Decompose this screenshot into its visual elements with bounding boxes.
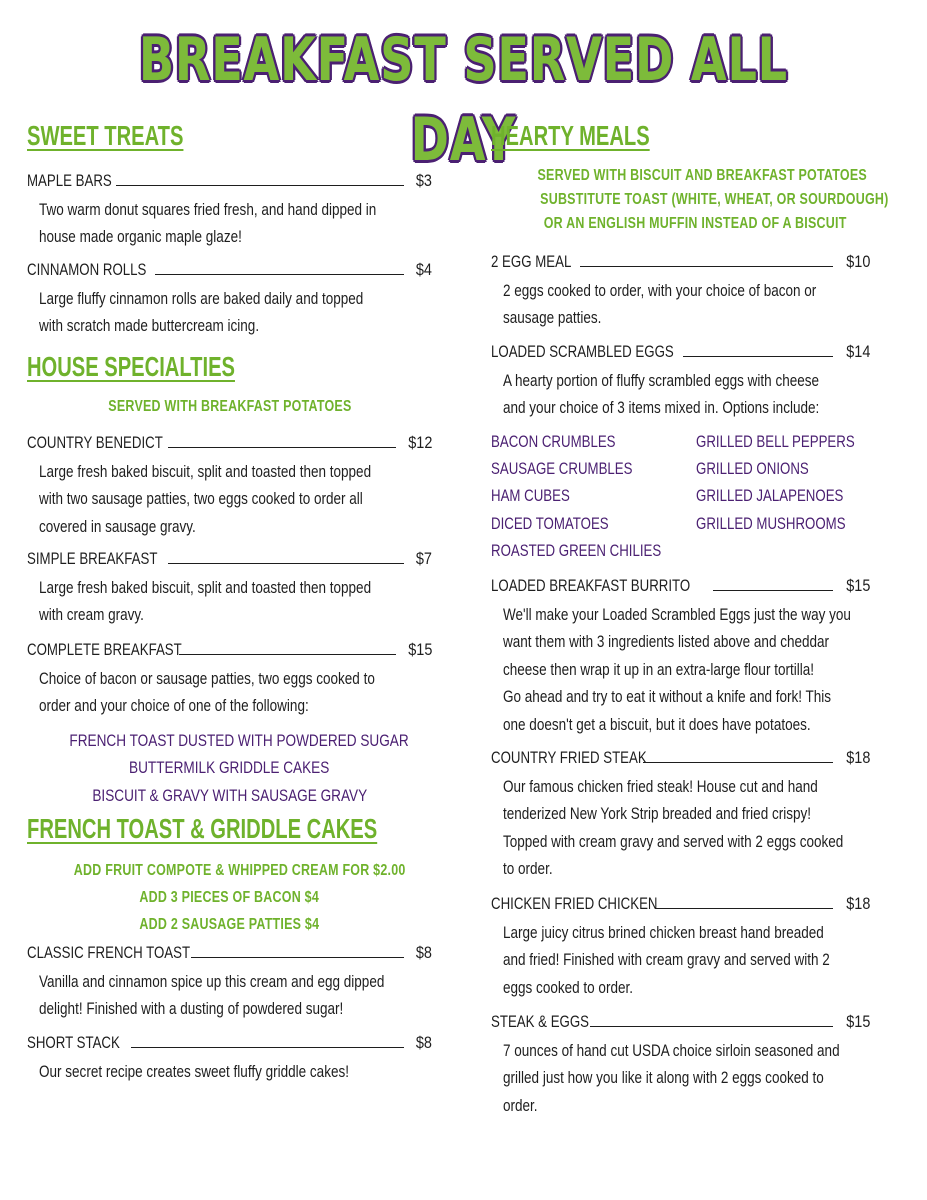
item-name: MAPLE BARS xyxy=(27,171,112,190)
menu-item-loaded-scrambled-eggs xyxy=(491,340,899,422)
item-price: $10 xyxy=(845,252,870,271)
item-name: LOADED BREAKFAST BURRITO xyxy=(491,576,691,595)
section-heading-french-toast: FRENCH TOAST & GRIDDLE CAKES xyxy=(27,813,378,844)
leader-line xyxy=(683,356,833,357)
section-heading-hearty-meals: HEARTY MEALS xyxy=(491,120,650,151)
option-item: BISCUIT & GRAVY WITH SAUSAGE GRAVY xyxy=(92,785,367,805)
menu-item-country-fried-steak xyxy=(491,746,899,883)
item-description: one doesn't get a biscuit, but it does have potatoes. xyxy=(503,714,811,734)
item-price: $14 xyxy=(845,342,870,361)
menu-item-steak-and-eggs xyxy=(491,1010,899,1119)
item-name: COMPLETE BREAKFAST xyxy=(27,640,182,659)
ingredient-option: GRILLED MUSHROOMS xyxy=(696,514,846,533)
ingredient-option: GRILLED JALAPENOES xyxy=(696,486,844,505)
leader-line xyxy=(131,1047,404,1048)
item-description: cheese then wrap it up in an extra-large flour tortilla! xyxy=(503,659,815,679)
section-notes xyxy=(491,162,899,237)
item-description: A hearty portion of fluffy scrambled eggs with cheese xyxy=(503,371,820,390)
item-price: $15 xyxy=(845,1012,870,1031)
item-description: Our famous chicken fried steak! House cut and hand xyxy=(503,777,818,796)
note-text: ADD 3 PIECES OF BACON $4 xyxy=(139,889,320,906)
item-price: $3 xyxy=(415,171,432,190)
leader-line xyxy=(168,563,404,564)
menu-item-complete-breakfast xyxy=(27,638,432,720)
option-item: FRENCH TOAST DUSTED WITH POWDERED SUGAR xyxy=(69,731,409,750)
item-description: house made organic maple glaze! xyxy=(39,227,242,247)
item-description: Choice of bacon or sausage patties, two eggs cooked to xyxy=(39,669,375,688)
item-name: CHICKEN FRIED CHICKEN xyxy=(491,894,658,913)
section-notes xyxy=(27,857,432,938)
item-description: delight! Finished with a dusting of powdered sugar! xyxy=(39,999,344,1019)
leader-line xyxy=(643,762,833,763)
menu-item-short-stack xyxy=(27,1031,432,1085)
item-description: We'll make your Loaded Scrambled Eggs just the way you xyxy=(503,605,851,624)
menu-item-simple-breakfast xyxy=(27,547,432,629)
item-description: with cream gravy. xyxy=(39,605,144,625)
item-description: Go ahead and try to eat it without a knife and fork! This xyxy=(503,687,832,707)
item-description: Large fresh baked biscuit, split and toasted then topped xyxy=(39,462,372,481)
item-description: covered in sausage gravy. xyxy=(39,516,196,536)
item-price: $4 xyxy=(415,260,432,279)
item-price: $18 xyxy=(845,894,870,913)
item-description: Our secret recipe creates sweet fluffy griddle cakes! xyxy=(39,1062,349,1081)
item-description: Vanilla and cinnamon spice up this cream and egg dipped xyxy=(39,972,385,991)
item-description: tenderized New York Strip breaded and fried crispy! xyxy=(503,804,812,824)
item-description: eggs cooked to order. xyxy=(503,977,633,997)
leader-line xyxy=(580,266,833,267)
item-name: COUNTRY BENEDICT xyxy=(27,433,163,452)
item-description: order and your choice of one of the following: xyxy=(39,696,309,716)
leader-line xyxy=(590,1026,833,1027)
page-title: BREAKFAST SERVED ALL DAY xyxy=(138,25,788,175)
item-price: $8 xyxy=(415,943,432,962)
item-description: Two warm donut squares fried fresh, and hand dipped in xyxy=(39,200,377,219)
item-description: with two sausage patties, two eggs cooked to order all xyxy=(39,489,363,509)
item-price: $18 xyxy=(845,748,870,767)
section-heading-sweet-treats: SWEET TREATS xyxy=(27,120,184,151)
ingredient-option: DICED TOMATOES xyxy=(491,514,609,533)
item-description: Large fluffy cinnamon rolls are baked daily and topped xyxy=(39,289,364,308)
ingredient-option: ROASTED GREEN CHILIES xyxy=(491,541,662,560)
note-text: ADD 2 SAUSAGE PATTIES $4 xyxy=(139,916,320,933)
item-name: LOADED SCRAMBLED EGGS xyxy=(491,342,674,361)
note-text: SUBSTITUTE TOAST (WHITE, WHEAT, OR SOURDOUGH) xyxy=(540,191,889,208)
menu-item-country-benedict xyxy=(27,431,432,540)
item-price: $12 xyxy=(407,433,432,452)
item-price: $8 xyxy=(415,1033,432,1052)
item-description: 2 eggs cooked to order, with your choice of bacon or xyxy=(503,281,817,300)
item-description: 7 ounces of hand cut USDA choice sirloin seasoned and xyxy=(503,1041,840,1060)
menu-item-cinnamon-rolls xyxy=(27,258,432,340)
leader-line xyxy=(168,447,396,448)
item-price: $15 xyxy=(407,640,432,659)
leader-line xyxy=(191,957,404,958)
item-name: CINNAMON ROLLS xyxy=(27,260,147,279)
leader-line xyxy=(713,590,833,591)
item-price: $15 xyxy=(845,576,870,595)
item-description: to order. xyxy=(503,859,553,879)
ingredient-option: HAM CUBES xyxy=(491,486,570,505)
item-description: grilled just how you like it along with 2 eggs cooked to xyxy=(503,1068,824,1088)
leader-line xyxy=(116,185,404,186)
note-text: OR AN ENGLISH MUFFIN INSTEAD OF A BISCUIT xyxy=(543,215,847,232)
menu-item-chicken-fried-chicken xyxy=(491,892,899,1001)
menu-item-2-egg-meal xyxy=(491,250,899,332)
item-name: CLASSIC FRENCH TOAST xyxy=(27,943,191,962)
note-text: SERVED WITH BREAKFAST POTATOES xyxy=(107,398,352,415)
note-text: SERVED WITH BISCUIT AND BREAKFAST POTATOES xyxy=(537,167,867,184)
item-description: and your choice of 3 items mixed in. Options include: xyxy=(503,398,820,418)
item-description: and fried! Finished with cream gravy and served with 2 xyxy=(503,950,830,970)
item-description: with scratch made buttercream icing. xyxy=(39,316,260,336)
item-name: STEAK & EGGS xyxy=(491,1012,590,1031)
item-price: $7 xyxy=(415,549,432,568)
item-description: Large juicy citrus brined chicken breast hand breaded xyxy=(503,923,824,942)
item-name: COUNTRY FRIED STEAK xyxy=(491,748,647,767)
item-description: order. xyxy=(503,1095,538,1115)
ingredient-option: GRILLED BELL PEPPERS xyxy=(696,432,855,451)
section-heading-house-specialties: HOUSE SPECIALTIES xyxy=(27,351,235,382)
leader-line xyxy=(155,274,404,275)
item-description: Topped with cream gravy and served with 2 eggs cooked xyxy=(503,831,844,851)
ingredient-option: GRILLED ONIONS xyxy=(696,459,809,478)
item-name: 2 EGG MEAL xyxy=(491,252,572,271)
breakfast-option-list xyxy=(27,727,432,809)
option-item: BUTTERMILK GRIDDLE CAKES xyxy=(129,758,330,778)
item-description: want them with 3 ingredients listed above and cheddar xyxy=(503,632,830,652)
menu-item-loaded-breakfast-burrito xyxy=(491,574,899,738)
section-note xyxy=(27,393,432,420)
ingredient-option: SAUSAGE CRUMBLES xyxy=(491,459,633,478)
item-name: SIMPLE BREAKFAST xyxy=(27,549,158,568)
note-text: ADD FRUIT COMPOTE & WHIPPED CREAM FOR $2.00 xyxy=(73,862,406,879)
menu-item-classic-french-toast xyxy=(27,941,432,1023)
leader-line xyxy=(656,908,833,909)
item-description: sausage patties. xyxy=(503,308,602,328)
leader-line xyxy=(179,654,396,655)
item-description: Large fresh baked biscuit, split and toasted then topped xyxy=(39,578,372,597)
menu-item-maple-bars xyxy=(27,169,432,251)
ingredient-option: BACON CRUMBLES xyxy=(491,432,616,451)
ingredient-options-grid xyxy=(491,428,899,568)
item-name: SHORT STACK xyxy=(27,1033,120,1052)
